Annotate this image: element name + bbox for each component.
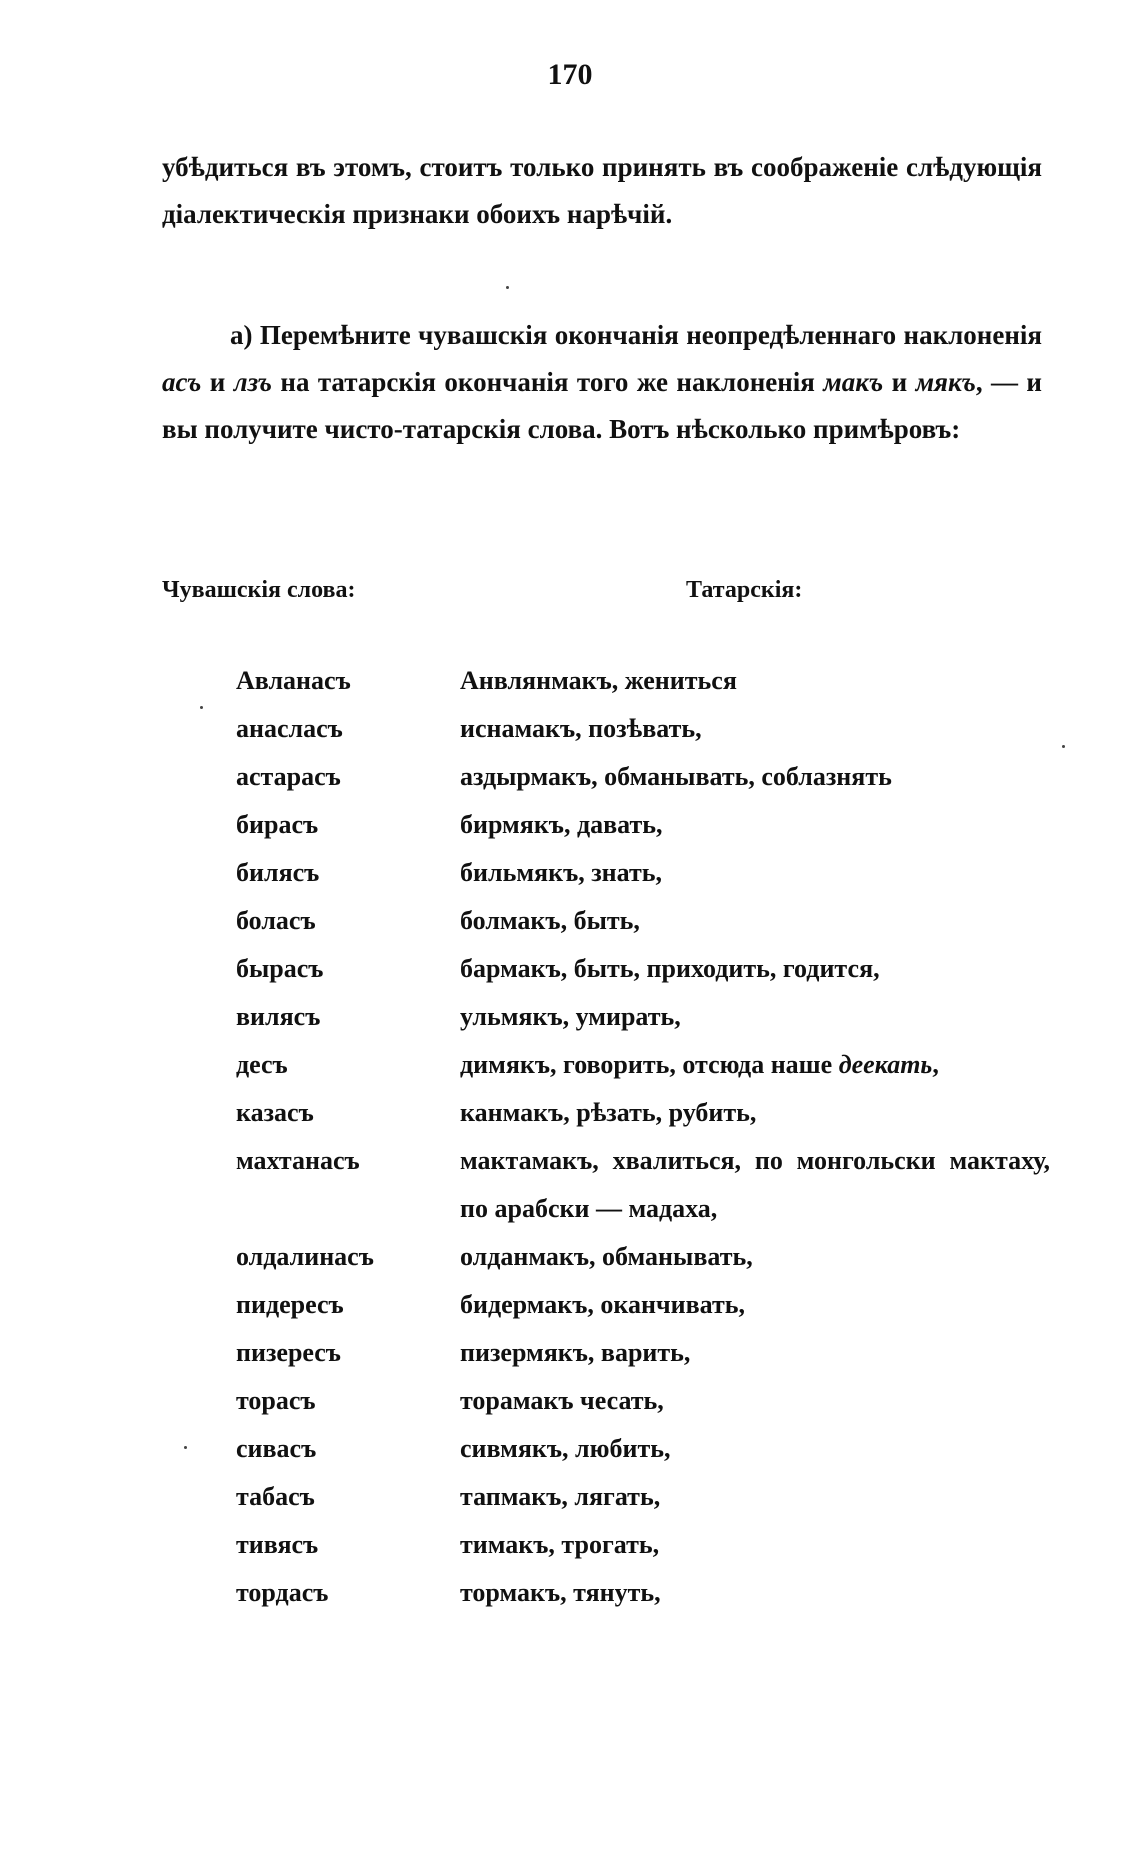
chuvash-word: сивасъ	[236, 1434, 317, 1463]
tatar-word: канмакъ, рѣзать, рубить,	[460, 1098, 757, 1127]
rule-and-1: и	[201, 367, 234, 397]
tatar-word: тимакъ, трогать,	[460, 1530, 660, 1559]
tatar-column-header: Татарскія:	[686, 577, 803, 603]
chuvash-word: боласъ	[236, 906, 316, 935]
suffix-myak: мякъ	[915, 367, 976, 397]
intro-paragraph: убѣдиться въ этомъ, стоитъ только принять въ соображеніе слѣдующія діалектическія признаки обоихъ нарѣчій.	[162, 152, 1042, 229]
tatar-word: ульмякъ, умирать,	[460, 1002, 681, 1031]
chuvash-word: пизересъ	[236, 1338, 341, 1367]
word-row	[0, 1148, 1140, 1244]
tatar-word-emphasis: деекать	[838, 1050, 933, 1079]
print-speck	[184, 1446, 187, 1449]
chuvash-word: пидересъ	[236, 1290, 344, 1319]
print-speck	[1062, 745, 1065, 748]
chuvash-word: махтанасъ	[236, 1146, 360, 1175]
tatar-word: аздырмакъ, обманывать, соблазнять	[460, 762, 892, 791]
tatar-word-punct: ,	[932, 1050, 939, 1079]
rule-paragraph	[162, 312, 1042, 453]
print-speck	[506, 286, 509, 289]
chuvash-word: бырасъ	[236, 954, 324, 983]
rule-text-part2: на татарскія окончанія того же наклоненія	[271, 367, 824, 397]
tatar-word: сивмякъ, любить,	[460, 1434, 671, 1463]
page-number: 170	[547, 58, 593, 91]
chuvash-word: табасъ	[236, 1482, 315, 1511]
tatar-word: бидермакъ, оканчивать,	[460, 1290, 746, 1319]
rule-text-part3: , — и вы получите чисто-татарскія слова. Вотъ нѣсколько примѣровъ:	[162, 367, 1042, 444]
tatar-word: бармакъ, быть, приходить, годится,	[460, 954, 880, 983]
tatar-word: иснамакъ, позѣвать,	[460, 714, 702, 743]
tatar-word: Анвлянмакъ, жениться	[460, 666, 737, 695]
chuvash-word: вилясъ	[236, 1002, 321, 1031]
tatar-word: бильмякъ, знать,	[460, 858, 663, 887]
word-row	[0, 1580, 1140, 1628]
tatar-word: пизермякъ, варить,	[460, 1338, 691, 1367]
chuvash-column-header: Чувашскія слова:	[162, 577, 356, 603]
chuvash-word: астарасъ	[236, 762, 341, 791]
suffix-lz: лзъ	[233, 367, 272, 397]
chuvash-word: тивясъ	[236, 1530, 319, 1559]
chuvash-word: бирасъ	[236, 810, 319, 839]
rule-and-2: и	[883, 367, 916, 397]
chuvash-word: билясъ	[236, 858, 320, 887]
tatar-word: мактамакъ, хвалиться, по монгольски мактаху, по арабски — мадаха,	[460, 1146, 1050, 1223]
word-list	[0, 668, 1140, 1628]
suffix-as: асъ	[162, 367, 202, 397]
chuvash-word: Авланасъ	[236, 666, 351, 695]
chuvash-word: анаcласъ	[236, 714, 343, 743]
chuvash-word: олдалинасъ	[236, 1242, 374, 1271]
chuvash-word: торасъ	[236, 1386, 316, 1415]
chuvash-word: казасъ	[236, 1098, 314, 1127]
tatar-word: олданмакъ, обманывать,	[460, 1242, 753, 1271]
tatar-word: тапмакъ, лягать,	[460, 1482, 661, 1511]
chuvash-word: тордасъ	[236, 1578, 329, 1607]
tatar-word: бирмякъ, давать,	[460, 810, 663, 839]
tatar-word: торамакъ чесать,	[460, 1386, 664, 1415]
chuvash-word: десъ	[236, 1050, 288, 1079]
tatar-word: болмакъ, быть,	[460, 906, 640, 935]
rule-text-part1: а) Перемѣните чувашскія окончанія неопредѣленнаго наклоненія	[230, 320, 1042, 350]
suffix-mak: макъ	[823, 367, 884, 397]
tatar-word	[460, 1041, 1050, 1089]
tatar-word: тормакъ, тянуть,	[460, 1578, 661, 1607]
print-speck	[200, 706, 203, 709]
tatar-word-text: димякъ, говорить, отсюда наше	[460, 1050, 839, 1079]
